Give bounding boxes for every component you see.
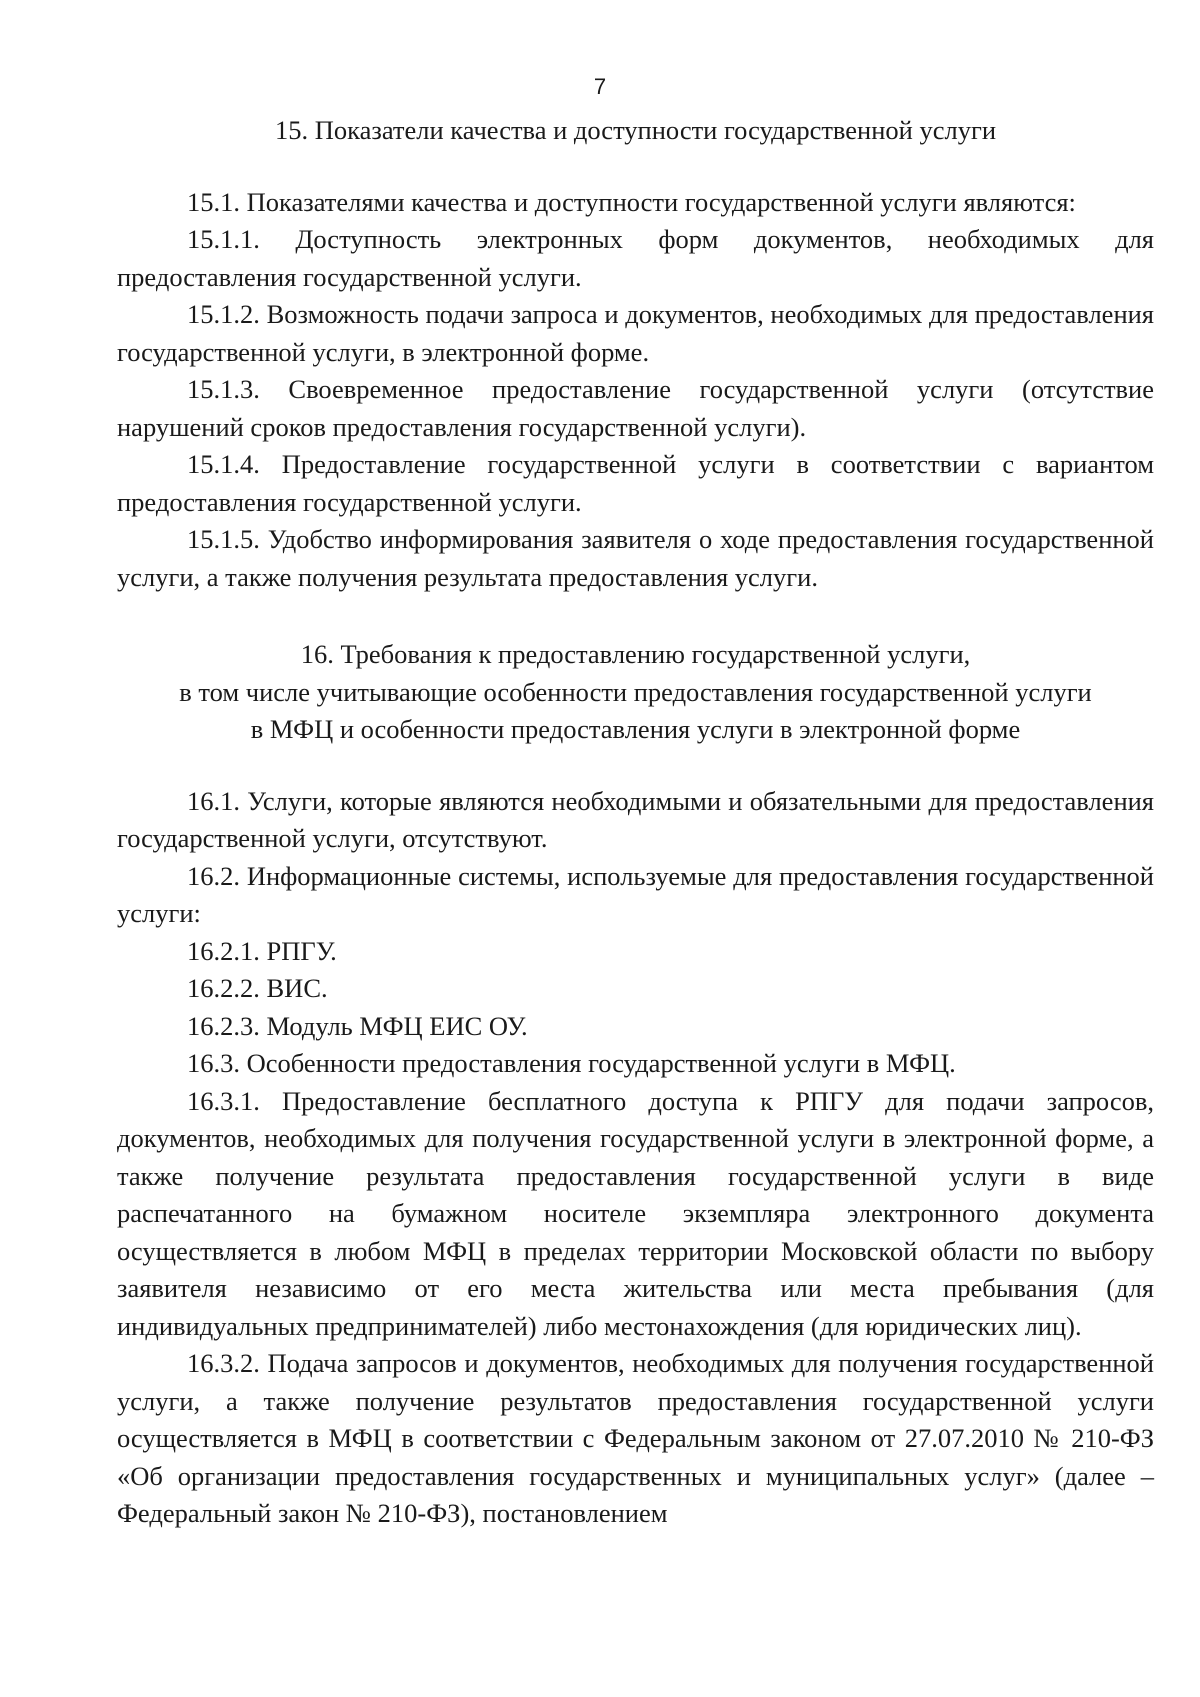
paragraph-15-1-2: 15.1.2. Возможность подачи запроса и документов, необходимых для предоставления государственной услуги, в электронной форме.: [117, 299, 1154, 367]
document-body: [117, 112, 1154, 1533]
paragraph-15-1-1: 15.1.1. Доступность электронных форм документов, необходимых для предоставления государственной услуги.: [117, 224, 1154, 292]
paragraph-15-1-5: 15.1.5. Удобство информирования заявителя о ходе предоставления государственной услуги, а также получения результата предоставления услуги.: [117, 524, 1154, 592]
spacer: [117, 596, 1154, 636]
section-16-heading-line: в МФЦ и особенности предоставления услуги в электронной форме: [250, 714, 1021, 744]
section-16-heading-line: в том числе учитывающие особенности предоставления государственной услуги: [179, 676, 1092, 707]
spacer: [117, 150, 1154, 184]
page-number: 7: [593, 74, 607, 99]
paragraph-15-1-3: 15.1.3. Своевременное предоставление государственной услуги (отсутствие нарушений сроков предоставления государственной услуги).: [117, 374, 1154, 442]
paragraph-16-2-2: 16.2.2. ВИС.: [187, 973, 328, 1003]
paragraph-15-1: 15.1. Показателями качества и доступности государственной услуги являются:: [187, 186, 1076, 217]
paragraph-16-2-1: 16.2.1. РПГУ.: [187, 935, 337, 966]
paragraph-16-3-2: 16.3.2. Подача запросов и документов, необходимых для получения государственной услуги, а также получение результатов предоставления государственной услуги осуществляется в МФЦ в соответствии с Федеральным законом от 27.07.2010 № 210-ФЗ «Об организации предоставления государственных и муниципальных услуг» (далее – Федеральный закон № 210-ФЗ), постановлением: [117, 1348, 1154, 1528]
paragraph-16-3: 16.3. Особенности предоставления государственной услуги в МФЦ.: [187, 1048, 956, 1078]
paragraph-16-2: 16.2. Информационные системы, используемые для предоставления государственной услуги:: [117, 860, 1154, 928]
section-16-heading: [117, 636, 1154, 749]
paragraph-16-1: 16.1. Услуги, которые являются необходимыми и обязательными для предоставления государственной услуги, отсутствуют.: [117, 785, 1154, 853]
paragraph-16-2-3: 16.2.3. Модуль МФЦ ЕИС ОУ.: [187, 1010, 528, 1041]
paragraph-15-1-4: 15.1.4. Предоставление государственной услуги в соответствии с вариантом предоставления государственной услуги.: [117, 449, 1154, 517]
spacer: [117, 749, 1154, 783]
section-16-heading-line: 16. Требования к предоставлению государственной услуги,: [300, 639, 971, 669]
paragraph-16-3-1: 16.3.1. Предоставление бесплатного доступа к РПГУ для подачи запросов, документов, необходимых для получения государственной услуги в электронной форме, а также получение результата предоставления государственной услуги в виде распечатанного на бумажном носителе экземпляра электронного документа осуществляется в любом МФЦ в пределах территории Московской области по выбору заявителя независимо от его места жительства или места пребывания (для индивидуальных предпринимателей) либо местонахождения (для юридических лиц).: [117, 1085, 1154, 1341]
section-15-heading: 15. Показатели качества и доступности государственной услуги: [275, 115, 996, 145]
